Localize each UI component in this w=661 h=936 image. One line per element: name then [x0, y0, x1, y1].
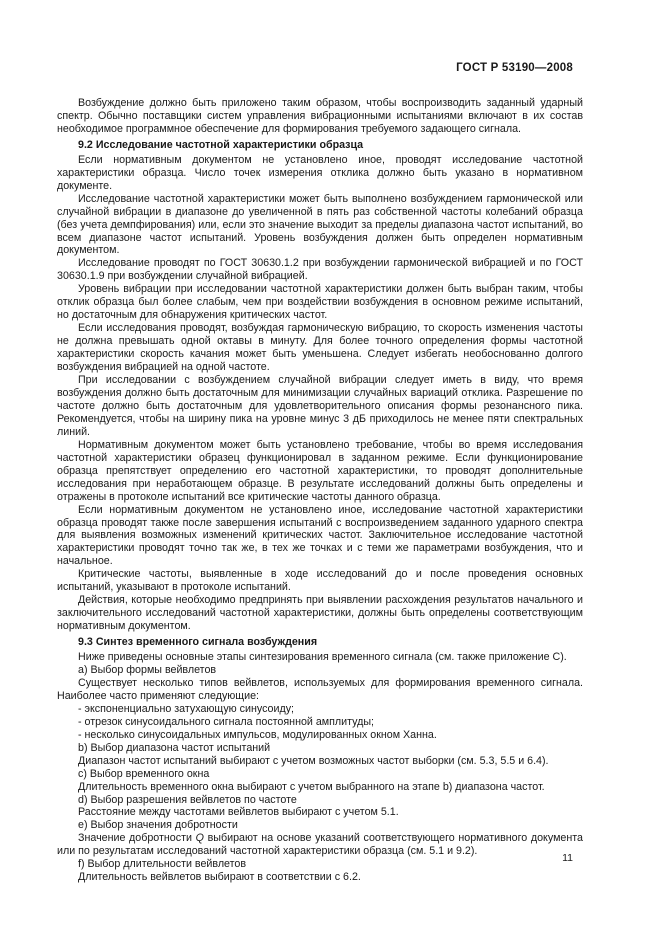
list-item: a) Выбор формы вейвлетов: [78, 663, 217, 676]
paragraph: При исследовании с возбуждением случайной вибрации следует иметь в виду, что время возбуждения должно быть достаточным для минимизации случайных вариаций отклика. Разрешение по частоте должно быть достаточным для удовлетворительного описания формы резонансного пика. Рекомендуется, чтобы на ширину пика на уровне минус 3 дБ приходилось не менее пяти спектральных линий.: [57, 374, 583, 438]
document-body: [57, 97, 583, 884]
paragraph: Действия, которые необходимо предпринять при выявлении расхождения результатов начального и заключительного исследований частотной характеристики, должны быть определены соответствующим нормативным документом.: [57, 594, 583, 633]
section-heading: 9.3 Синтез временного сигнала возбуждения: [78, 636, 318, 649]
list-item: - отрезок синусоидального сигнала постоянной амплитуды;: [78, 715, 375, 728]
list-item: - экспоненциально затухающую синусоиду;: [78, 702, 295, 715]
paragraph: Ниже приведены основные этапы синтезирования временного сигнала (см. также приложение С).: [78, 651, 567, 664]
list-item: Диапазон частот испытаний выбирают с учетом возможных частот выборки (см. 5.3, 5.5 и 6.4).: [78, 754, 549, 767]
list-item: e) Выбор значения добротности: [78, 819, 238, 832]
paragraph: Если нормативным документом не установлено иное, исследование частотной характеристики образца проводят также после завершения испытаний с воспроизведением заданного ударного спектра для выявления возможных изменений критических частот. Заключительное исследование частотной характеристики проводят точно так же, в тех же точках и с теми же параметрами возбуждения, что и начальное.: [57, 503, 583, 568]
list-item: - несколько синусоидальных импульсов, модулированных окном Ханна.: [78, 728, 437, 741]
list-item: Расстояние между частотами вейвлетов выбирают с учетом 5.1.: [78, 806, 399, 819]
paragraph: Уровень вибрации при исследовании частотной характеристики должен быть выбран таким, чтобы отклик образца был более слабым, чем при воздействии возбуждения в основном режиме испытаний, но достаточным для обнаружения критических частот.: [57, 283, 583, 322]
section-heading: 9.2 Исследование частотной характеристики образца: [78, 138, 364, 151]
list-item: Длительность временного окна выбирают с учетом выбранного на этапе b) диапазона частот.: [78, 780, 545, 793]
list-item: Длительность вейвлетов выбирают в соответствии с 6.2.: [78, 871, 361, 884]
paragraph: [57, 832, 583, 858]
list-item: b) Выбор диапазона частот испытаний: [78, 741, 271, 754]
paragraph: Критические частоты, выявленные в ходе исследований до и после проведения основных испытаний, указывают в протоколе испытаний.: [57, 568, 583, 594]
list-item: d) Выбор разрешения вейвлетов по частоте: [78, 793, 297, 806]
list-item: f) Выбор длительности вейвлетов: [78, 858, 247, 871]
paragraph: Существует несколько типов вейвлетов, используемых для формирования временного сигнала. Наиболее часто применяют следующие:: [57, 676, 583, 702]
paragraph: Исследование проводят по ГОСТ 30630.1.2 при возбуждении гармонической вибрацией и по ГОСТ 30630.1.9 при возбуждении случайной вибрацией.: [57, 257, 583, 283]
paragraph: Нормативным документом может быть установлено требование, чтобы во время исследования частотной характеристики образец функционировал в заданном режиме. Если функционирование образца препятствует определению его частотной характеристики, то проводят дополнительные исследования при неработающем образце. В результате исследований должны быть определены и отражены в протоколе испытаний все критические частоты данного образца.: [57, 438, 583, 503]
paragraph-text: Значение добротности: [78, 832, 196, 845]
standard-code: ГОСТ Р 53190—2008: [456, 62, 573, 74]
paragraph-text: выбирают на основе указаний соответствующего нормативного документа или по результатам исследований частотной характеристики образца (см. 5.1 и 9.2).: [57, 832, 583, 858]
paragraph: Если исследования проводят, возбуждая гармоническую вибрацию, то скорость изменения частоты не должна превышать одной октавы в минуту. Для более точного определения формы частотной характеристики скорость качания может быть уменьшена. Следует избегать необоснованно долгого возбуждения вибрацией на одной частоте.: [57, 322, 583, 374]
list-item: c) Выбор временного окна: [78, 767, 210, 780]
paragraph: Возбуждение должно быть приложено таким образом, чтобы воспроизводить заданный ударный спектр. Обычно поставщики систем управления вибрационными испытаниями включают в их состав необходимое программное обеспечение для формирования требуемого задающего сигнала.: [57, 97, 583, 135]
page-number: 11: [562, 852, 573, 864]
paragraph: Если нормативным документом не установлено иное, проводят исследование частотной характеристики образца. Число точек измерения отклика должно быть указано в нормативном документе.: [57, 153, 583, 192]
variable-q: Q: [195, 832, 204, 845]
paragraph: Исследование частотной характеристики может быть выполнено возбуждением гармонической или случайной вибрации в диапазоне до увеличенной в пять раз собственной частоты колебаний образца (без учета демпфирования) или, если это значение выходит за пределы диапазона частот испытаний, во всем диапазоне частот испытаний. Уровень возбуждения должен быть определен нормативным документом.: [57, 192, 583, 257]
